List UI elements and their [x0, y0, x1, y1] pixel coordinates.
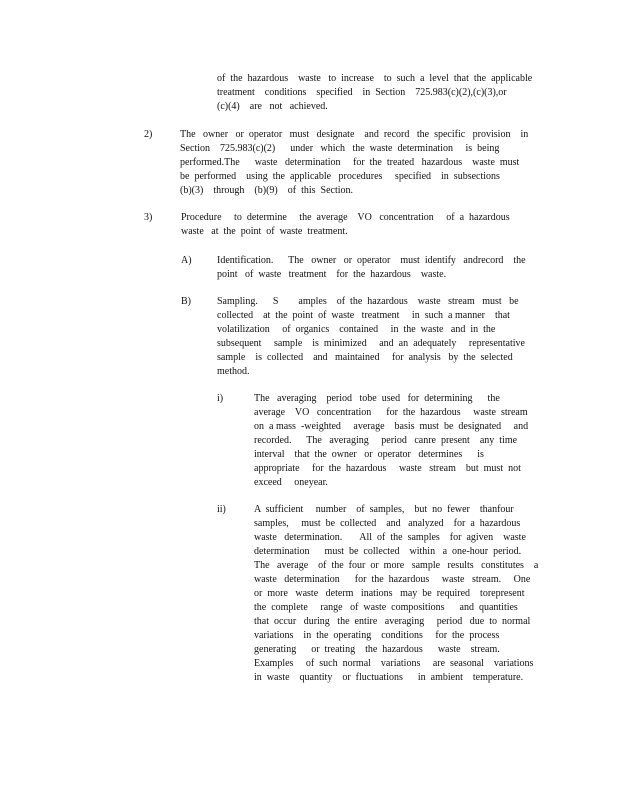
text-line: collected at the point of waste treatment in such a manner that [217, 310, 510, 321]
paragraph-item-2 [144, 128, 529, 198]
text-line: samples, must be collected and analyzed for a hazardous [254, 518, 521, 529]
text-line: waste at the point of waste treatment. [181, 226, 348, 237]
text-line: Identification. The owner or operator must identify andrecord the [217, 255, 526, 266]
text-line: point of waste treatment for the hazardous waste. [217, 269, 447, 280]
text-line: method. [217, 366, 250, 377]
text-line: Section 725.983(c)(2) under which the waste determination is being [180, 143, 500, 154]
text-line: A sufficient number of samples, but no fewer thanfour [254, 504, 514, 515]
text-line: Examples of such normal variations are seasonal variations [254, 658, 534, 669]
text-line: be performed using the applicable procedures specified in subsections [180, 171, 500, 182]
text-line: The average of the four or more sample results constitutes a [254, 560, 539, 571]
paragraph-item-ii [217, 503, 539, 685]
text-line: appropriate for the hazardous waste stream but must not [254, 463, 521, 474]
list-marker: 3) [144, 212, 153, 223]
text-line: Procedure to determine the average VO concentration of a hazardous [181, 212, 510, 223]
text-line: generating or treating the hazardous waste stream. [254, 644, 500, 655]
paragraph-item-3 [144, 211, 510, 239]
text-line: waste determination. All of the samples for agiven waste [254, 532, 526, 543]
text-line: determination must be collected within a one-hour period. [254, 546, 522, 557]
text-line: that occur during the entire averaging period due to normal [254, 616, 531, 627]
text-line: (c)(4) are not achieved. [217, 101, 328, 112]
text-line: variations in the operating conditions for the process [254, 630, 500, 641]
text-line: The averaging period tobe used for determining the [254, 393, 500, 404]
text-line: interval that the owner or operator determines is [254, 449, 484, 460]
text-line: average VO concentration for the hazardous waste stream [254, 407, 528, 418]
text-line: (b)(3) through (b)(9) of this Section. [180, 185, 354, 196]
text-line: Sampling. S amples of the hazardous waste stream must be [217, 296, 519, 307]
text-line: waste determination for the hazardous waste stream. One [254, 574, 531, 585]
text-line: treatment conditions specified in Section 725.983(c)(2),(c)(3),or [217, 87, 507, 98]
list-marker: 2) [144, 129, 153, 140]
text-line: volatilization of organics contained in the waste and in the [217, 324, 496, 335]
text-line: the complete range of waste compositions and quantities [254, 602, 518, 613]
text-line: subsequent sample is minimized and an adequately representative [217, 338, 525, 349]
text-line: performed.The waste determination for the treated hazardous waste must [180, 157, 520, 168]
text-line: of the hazardous waste to increase to such a level that the applicable [217, 73, 533, 84]
text-line: sample is collected and maintained for analysis by the selected [217, 352, 513, 363]
list-marker: B) [181, 296, 191, 307]
paragraph-item-b [181, 295, 525, 379]
text-line: The owner or operator must designate and record the specific provision in [180, 129, 529, 140]
list-marker: A) [181, 255, 192, 266]
list-marker: ii) [217, 504, 226, 515]
text-line: or more waste determ inations may be required torepresent [254, 588, 525, 599]
text-line: exceed oneyear. [254, 477, 328, 488]
text-line: recorded. The averaging period canre present any time [254, 435, 518, 446]
paragraph-item-a [181, 254, 526, 282]
paragraph-continuation [217, 72, 532, 114]
text-line: on a mass -weighted average basis must be designated and [254, 421, 529, 432]
list-marker: i) [217, 393, 224, 404]
paragraph-item-i [217, 392, 529, 490]
text-line: in waste quantity or fluctuations in ambient temperature. [254, 672, 524, 683]
